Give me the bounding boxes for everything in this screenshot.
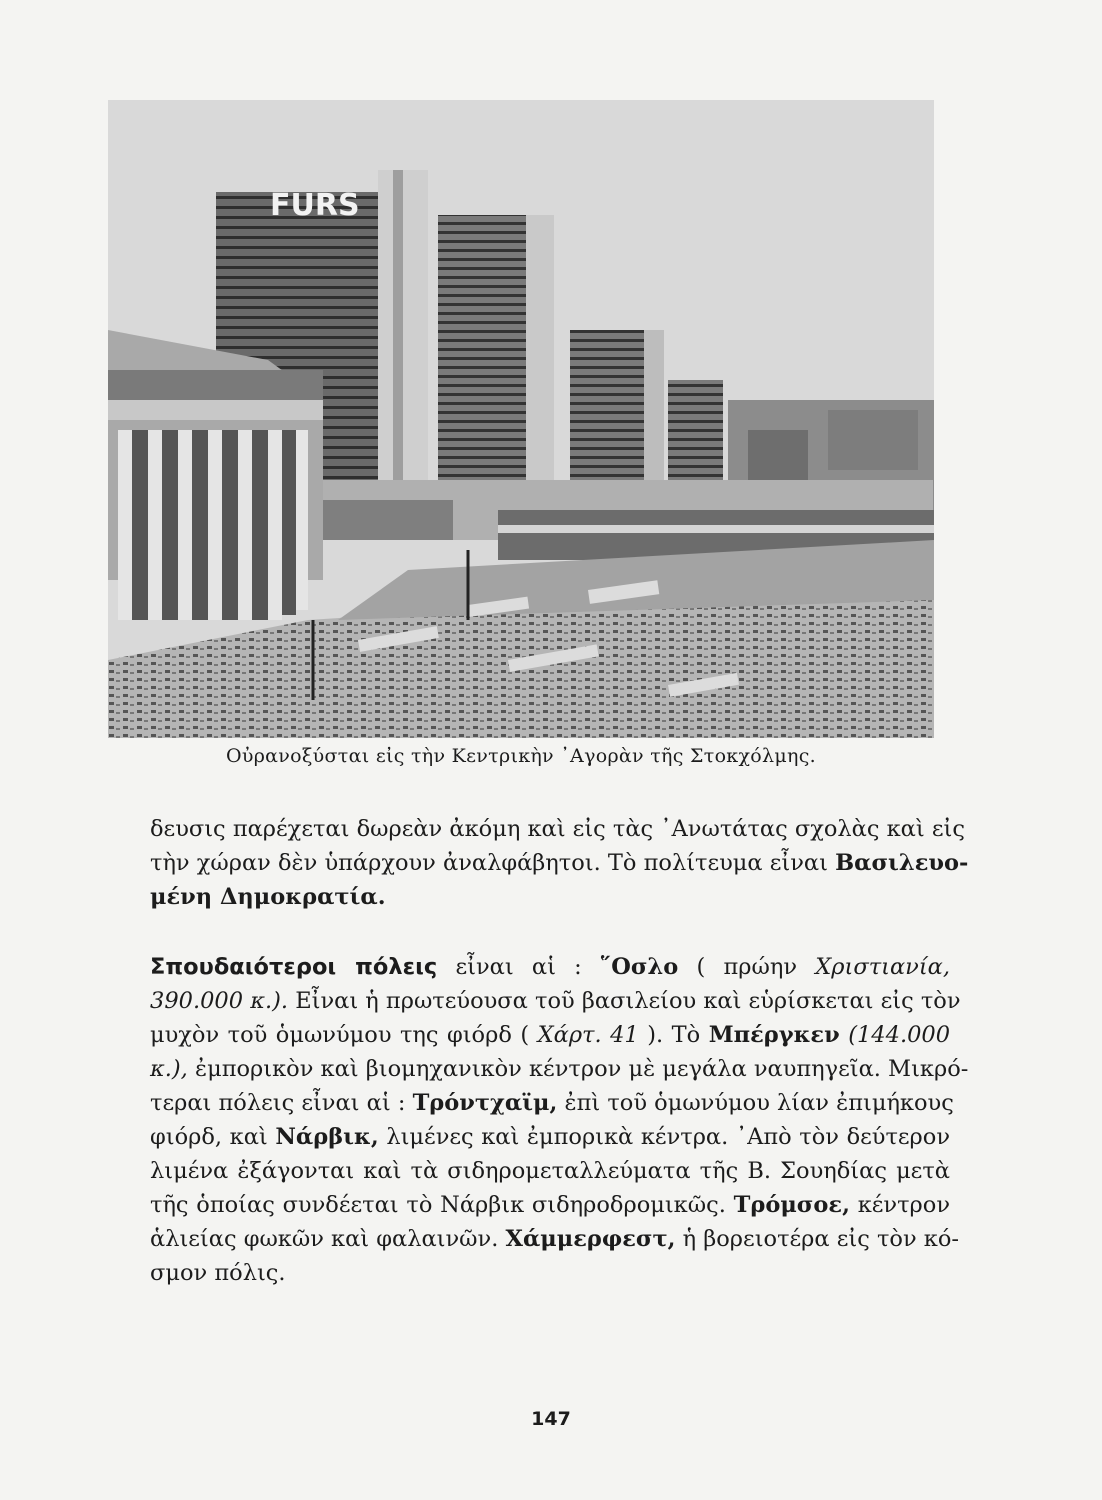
- building-sign: FURS: [270, 188, 360, 223]
- photo-stockholm-market: [108, 100, 934, 738]
- paragraph-education: [150, 812, 969, 914]
- text-line: τὴν χώραν δὲν ὑπάρχουν ἀναλφάβητοι. Τὸ πολίτευμα εἶναι Βασιλευο-: [150, 850, 969, 876]
- figure-caption: Οὐρανοξύσται εἰς τὴν Κεντρικὴν ᾿Αγορὰν τῆς Στοκχόλμης.: [225, 745, 816, 767]
- text-line: μυχὸν τοῦ ὁμωνύμου της φιόρδ ( Χάρτ. 41 ). Τὸ Μπέργκεν (144.000: [150, 1022, 951, 1048]
- text-line: τῆς ὁποίας συνδέεται τὸ Νάρβικ σιδηροδρομικῶς. Τρόμσοε, κέντρον: [150, 1192, 950, 1218]
- text-line: μένη Δημοκρατία.: [150, 884, 386, 910]
- page-number: 147: [531, 1408, 571, 1430]
- text-line: κ.), ἐμπορικὸν καὶ βιομηχανικὸν κέντρον μὲ μεγάλα ναυπηγεῖα. Μικρό-: [150, 1056, 969, 1082]
- text-line: Σπουδαιότεροι πόλεις εἶναι αἱ : ῞Οσλο ( πρώην Χριστιανία,: [150, 954, 951, 980]
- text-line: σμον πόλις.: [150, 1260, 286, 1286]
- text-line: δευσις παρέχεται δωρεὰν ἀκόμη καὶ εἰς τὰς ᾿Ανωτάτας σχολὰς καὶ εἰς: [150, 816, 965, 842]
- text-line: τεραι πόλεις εἶναι αἱ : Τρόντχαϊμ, ἐπὶ τοῦ ὁμωνύμου λίαν ἐπιμήκους: [150, 1090, 954, 1116]
- text-line: φιόρδ, καὶ Νάρβικ, λιμένες καὶ ἐμπορικὰ κέντρα. ᾿Απὸ τὸν δεύτερον: [150, 1124, 951, 1150]
- section-heading: Σπουδαιότεροι πόλεις: [150, 954, 438, 980]
- tower-three: [570, 330, 650, 480]
- tower-four: [668, 380, 723, 480]
- paragraph-cities: [150, 950, 969, 1290]
- text-line: 390.000 κ.). Εἶναι ἡ πρωτεύουσα τοῦ βασιλείου καὶ εὑρίσκεται εἰς τὸν: [150, 988, 961, 1014]
- text-line: ἁλιείας φωκῶν καὶ φαλαινῶν. Χάμμερφεστ, ἡ βορειοτέρα εἰς τὸν κό-: [150, 1226, 960, 1252]
- text-line: λιμένα ἐξάγονται καὶ τὰ σιδηρομεταλλεύματα τῆς Β. Σουηδίας μετὰ: [150, 1158, 950, 1184]
